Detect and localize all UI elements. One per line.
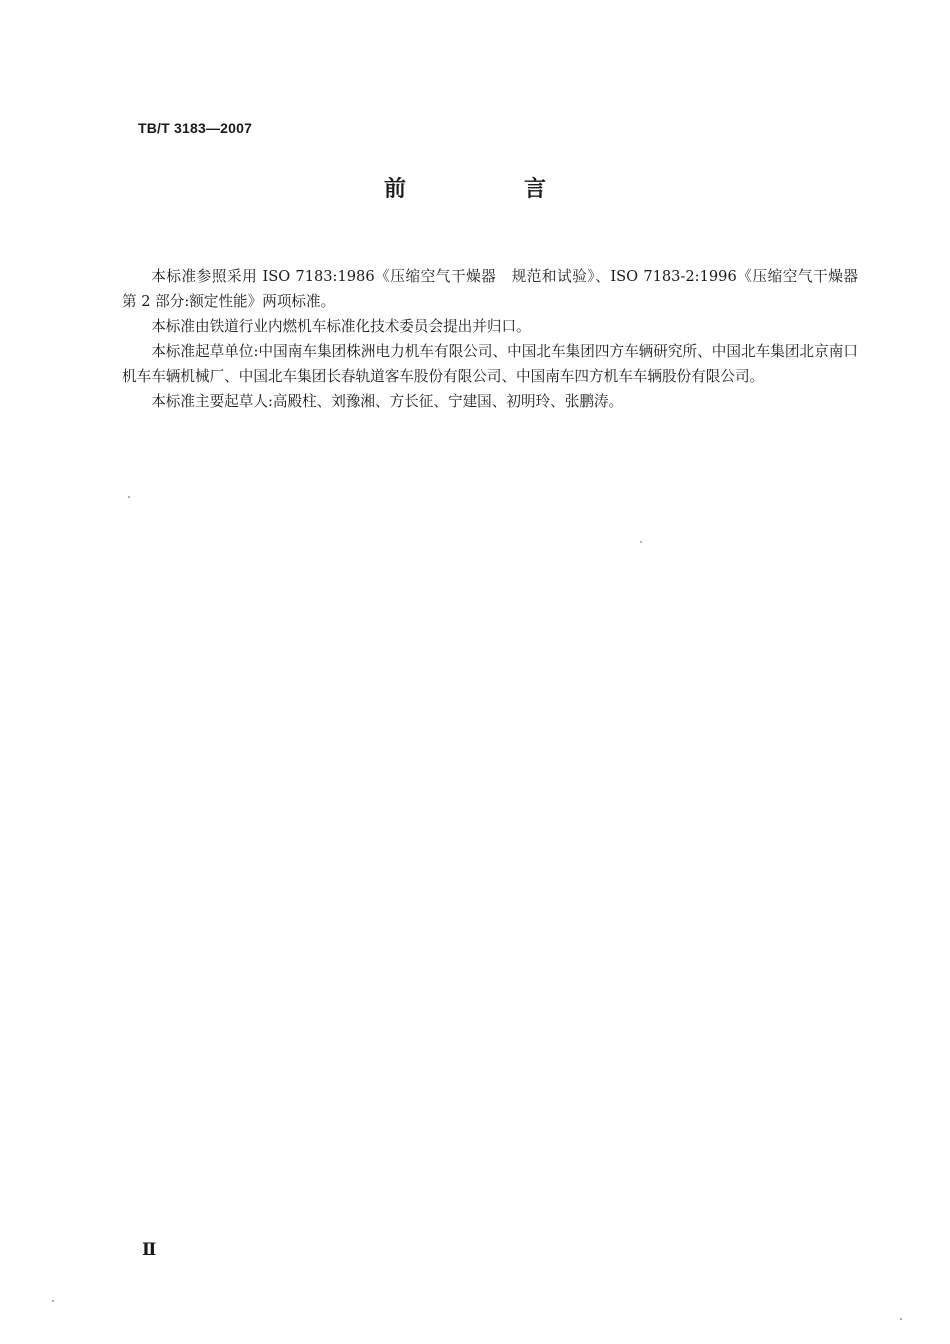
body-text	[122, 264, 873, 414]
scan-speck	[900, 1318, 902, 1320]
page-number: Ⅱ	[142, 1240, 157, 1260]
page-title: 前 言	[383, 177, 594, 202]
scan-speck	[640, 541, 642, 543]
scan-speck	[52, 1300, 54, 1302]
paragraph-proposer: 本标准由铁道行业内燃机车标准化技术委员会提出并归口。	[151, 318, 531, 335]
paragraph-drafters: 本标准主要起草人:高殿柱、刘豫湘、方长征、宁建国、初明玲、张鹏涛。	[151, 393, 624, 410]
paragraph-drafting-units: 本标准起草单位:中国南车集团株洲电力机车有限公司、中国北车集团四方车辆研究所、中国北车集团北京南口机车车辆机械厂、中国北车集团长春轨道客车股份有限公司、中国南车四方机车车辆股份有限公司。	[122, 343, 858, 385]
paragraph-adoption: 本标准参照采用 ISO 7183:1986《压缩空气干燥器 规范和试验》、ISO 7183-2:1996《压缩空气干燥器 第 2 部分:额定性能》两项标准。	[122, 268, 873, 310]
scan-speck	[128, 496, 130, 498]
document-code: TB/T 3183—2007	[138, 120, 253, 136]
